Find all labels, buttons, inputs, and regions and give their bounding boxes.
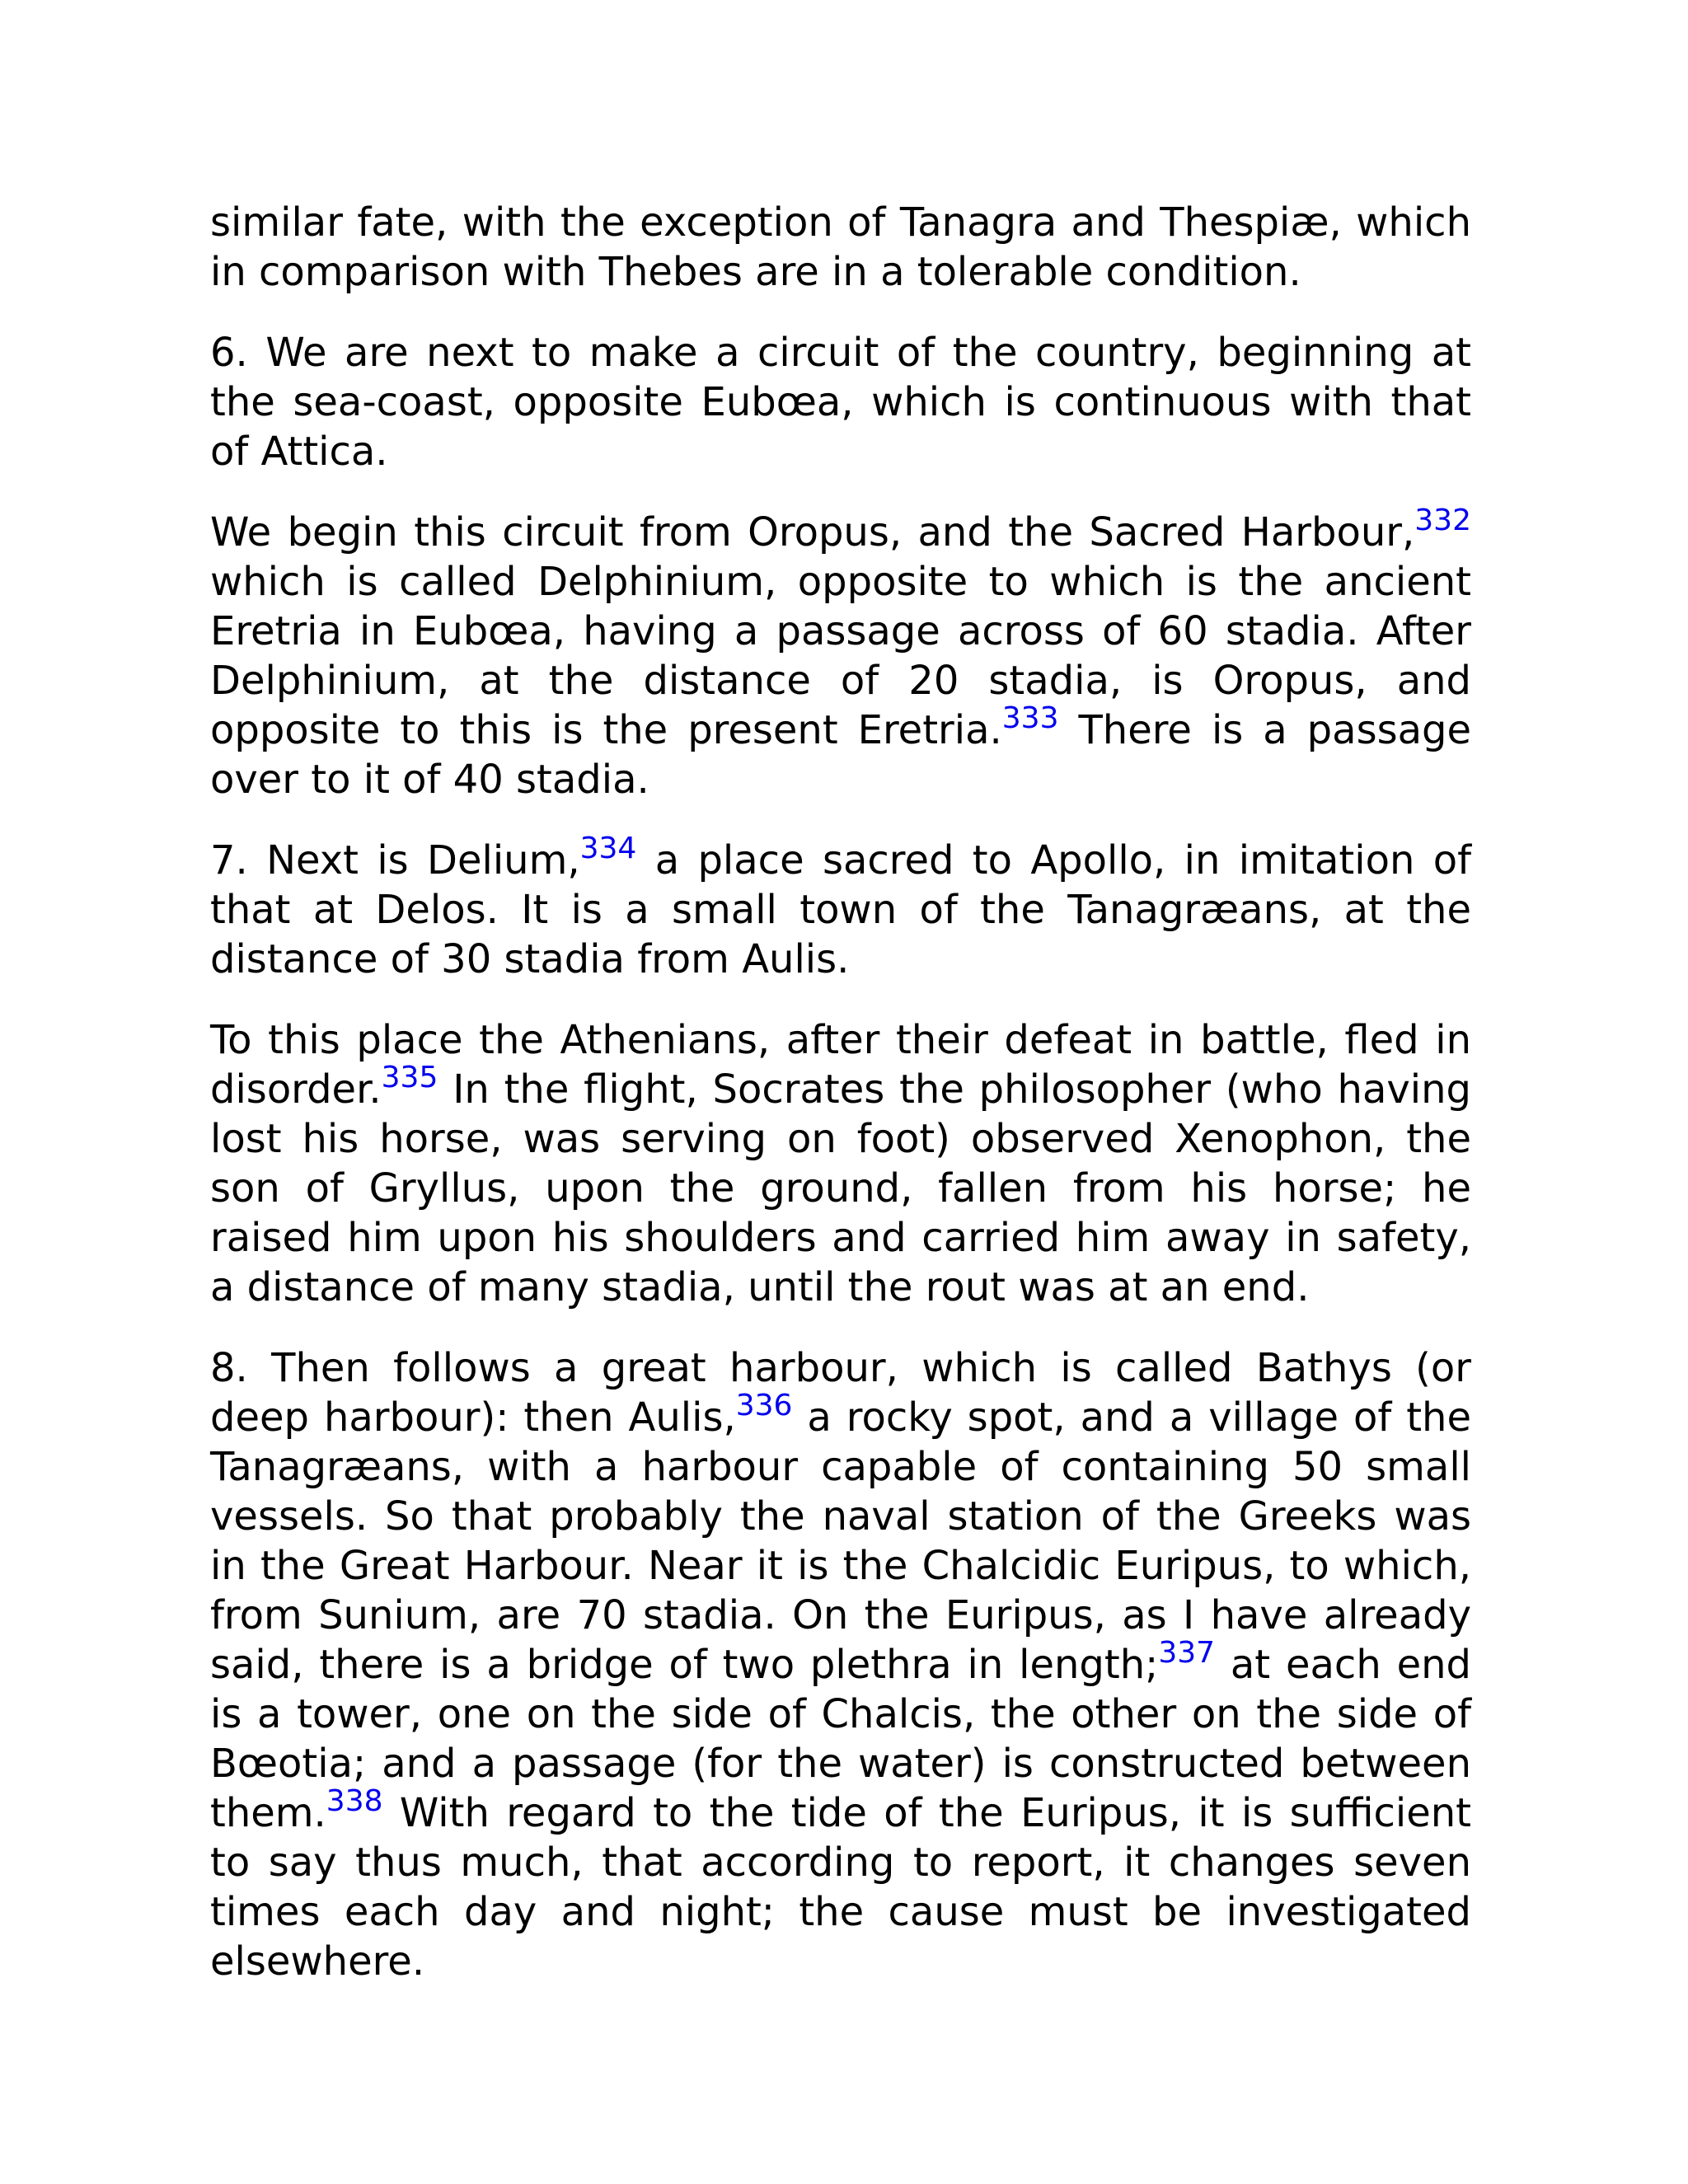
paragraph-text: With regard to the tide of the Euripus, it is sufficient to say thus much, that according to report, it changes seven times each day and night; the cause must be investigated elsewhere.: [210, 1790, 1471, 1985]
paragraph-section-8: [210, 1343, 1471, 1986]
paragraph-text: To this place the Athenians, after their defeat in battle, fled in disorder.: [210, 1017, 1471, 1113]
footnote-link-336[interactable]: 336: [735, 1389, 793, 1422]
footnote-link-335[interactable]: 335: [381, 1061, 438, 1094]
paragraph-text: There is a passage over to it of 40 stadia.: [210, 707, 1471, 803]
paragraph-text: 8. Then follows a great harbour, which is called Bathys (or deep harbour): then Aulis,: [210, 1345, 1471, 1441]
paragraph-text: similar fate, with the exception of Tanagra and Thespiæ, which in comparison with Thebes are in a tolerable condition.: [210, 199, 1471, 295]
paragraph-text: a rocky spot, and a village of the Tanagræans, with a harbour capable of containing 50 small vessels. So that probably the naval station of the Greeks was in the Great Harbour. Near it is the Chalcidic Euripus, to which, from Sunium, are 70 stadia. On the Euripus, as I have already said, there is a bridge of two plethra in length;: [210, 1394, 1471, 1688]
paragraph-oropus: [210, 504, 1471, 804]
footnote-link-338[interactable]: 338: [326, 1784, 383, 1818]
paragraph-athenians: [210, 1015, 1471, 1312]
paragraph-continuation: [210, 198, 1471, 297]
paragraph-text: which is called Delphinium, opposite to which is the ancient Eretria in Eubœa, having a passage across of 60 stadia. After Delphinium, at the distance of 20 stadia, is Oropus, and opposite to this is the present Eretria.: [210, 559, 1471, 753]
footnote-link-337[interactable]: 337: [1158, 1636, 1216, 1670]
paragraph-section-7: [210, 832, 1471, 984]
paragraph-section-6: [210, 328, 1471, 476]
paragraph-text: 7. Next is Delium,: [210, 837, 580, 883]
paragraph-text: 6. We are next to make a circuit of the country, beginning at the sea-coast, opposite Eubœa, which is continuous with that of Attica.: [210, 330, 1471, 475]
paragraph-text: We begin this circuit from Oropus, and the Sacred Harbour,: [210, 509, 1415, 555]
footnote-link-332[interactable]: 332: [1414, 504, 1471, 537]
footnote-link-334[interactable]: 334: [579, 832, 637, 865]
document-body: [210, 198, 1471, 2018]
paragraph-text: a place sacred to Apollo, in imitation of that at Delos. It is a small town of the Tanagræans, at the distance of 30 stadia from Aulis.: [210, 837, 1471, 982]
paragraph-text: In the flight, Socrates the philosopher (who having lost his horse, was serving on foot) observed Xenophon, the son of Gryllus, upon the ground, fallen from his horse; he raised him upon his shoulders and carried him away in safety, a distance of many stadia, until the rout was at an end.: [210, 1066, 1471, 1310]
footnote-link-333[interactable]: 333: [1001, 701, 1059, 735]
paragraph-text: at each end is a tower, one on the side of Chalcis, the other on the side of Bœotia; and a passage (for the water) is constructed between them.: [210, 1642, 1472, 1836]
